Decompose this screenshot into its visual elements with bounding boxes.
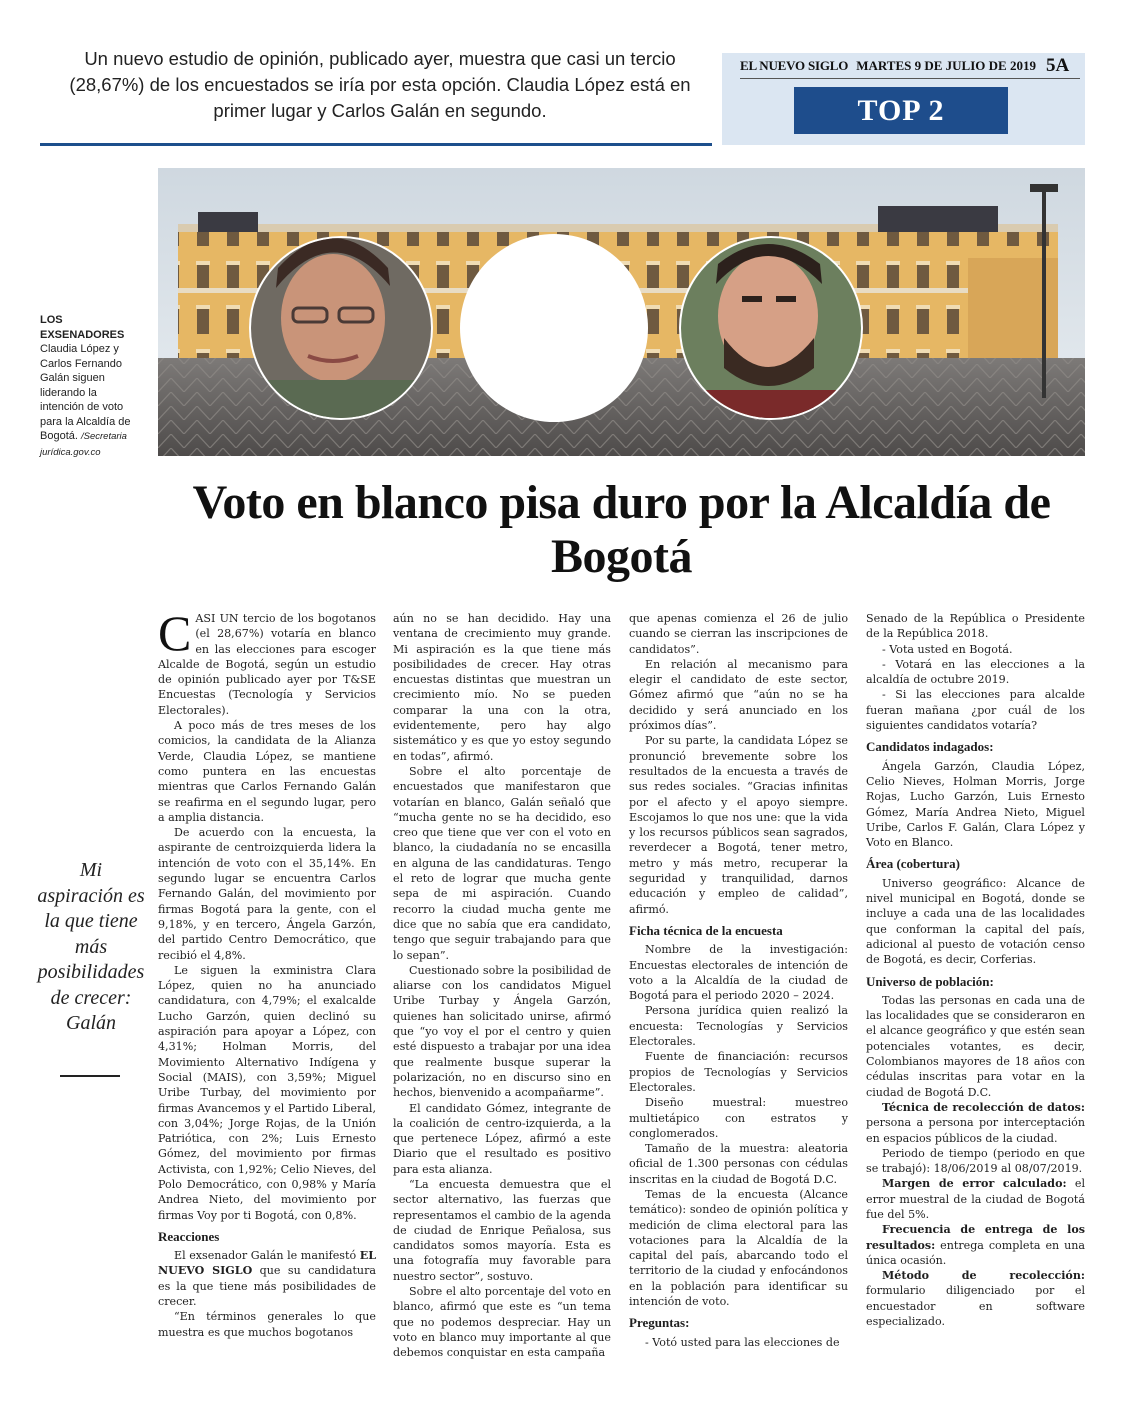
- paragraph: Sobre el alto porcentaje de encuestados que manifestaron que votarían en blanco, Galán señaló que “mucha gente no se ha decidido, eso creo que tiene que ver con el voto en blanco, la ciudadanía no se encasilla en alguna de las candidaturas. Tengo el reto de lograr que mucha gente sepa de mi aspiración. Cuando recorro la ciudad mucha gente me dice que no sabía que era candidato, tengo que seguir trabajando para que lo sepan”.: [393, 764, 611, 962]
- paragraph: A poco más de tres meses de los comicios, la candidata de la Alianza Verde, Claudia López, se mantiene como puntera en las encuestas mientras que Carlos Fernando Galán se reafirma en el segundo lugar, pero a amplia distancia.: [158, 719, 376, 824]
- paragraph: Todas las personas en cada una de las localidades que se consideraron en el alcance geográfico y que estén sean potenciales votantes, es decir, Colombianos mayores de 18 años con cédulas inscritas para votar en la ciudad de Bogotá D.C.: [866, 993, 1085, 1099]
- paragraph: aún no se han decidido. Hay una ventana de crecimiento muy grande. Mi aspiración es la que tiene más posibilidades de crecer. Hay otras encuestas distintas que muestran un crecimiento mío. No se pueden comparar la una con la otra, evidentemente, pero hay algo sistemático y es que yo estoy segundo en todas”, afirmó.: [393, 612, 611, 763]
- paragraph: Por su parte, la candidata López se pronunció brevemente sobre los resultados de la encuesta a través de sus redes sociales. “Gracias infinitas por el afecto y el apoyo siempre. Escojamos lo que nos une: que la vida y los recursos públicos sean sagrados, reverdecer a Bogotá, tener metro, metro y más metro, recuperar la seguridad y tranquilidad, darnos educación y empleo de calidad”, afirmó.: [629, 734, 848, 916]
- paragraph: [866, 1176, 1085, 1222]
- paragraph: Senado de la República o Presidente de la República 2018.: [866, 612, 1085, 641]
- article-column-4: [866, 611, 1085, 1329]
- field-text: el error muestral de la ciudad de Bogotá fue del 5%.: [866, 1177, 1085, 1221]
- subheading-universo-poblacion: Universo de población:: [866, 973, 994, 989]
- text-run: El exsenador Galán le manifestó: [174, 1249, 360, 1263]
- header-rule: [740, 78, 1080, 79]
- paragraph: [866, 1222, 1085, 1268]
- lead-paragraph: [158, 605, 376, 718]
- field-label: Técnica de recolección de datos:: [882, 1100, 1085, 1114]
- paragraph: Ángela Garzón, Claudia López, Celio Nieves, Holman Morris, Jorge Rojas, Lucho Garzón, Luis Ernesto Gómez, María Andrea Nieto, Miguel Uribe, Carlos F. Galán, Clara López y Voto en Blanco.: [866, 759, 1085, 850]
- field-label: Método de recolección:: [882, 1269, 1085, 1283]
- photo-credit: /Secretaria jurídica.gov.co: [40, 431, 127, 458]
- caption-text: Claudia López y Carlos Fernando Galán siguen liderando la intención de voto para la Alcaldía de Bogotá.: [40, 343, 131, 442]
- paragraph: Universo geográfico: Alcance de nivel municipal en Bogotá, donde se incluye a cada una de las localidades que conforman la capital del país, adicional al puesto de votación censo de Bogotá, es decir, Corferias.: [866, 876, 1085, 967]
- deck-text: Un nuevo estudio de opinión, publicado ayer, muestra que casi un tercio (28,67%) de los encuestados se iría por esta opción. Claudia López está en primer lugar y Carlos Galán en segundo.: [69, 48, 691, 121]
- pull-quote: Mi aspiración es la que tiene más posibilidades de crecer: Galán: [37, 859, 145, 1034]
- article-column-2: [393, 611, 611, 1361]
- deck-rule: [40, 143, 712, 146]
- subheading-candidatos: Candidatos indagados:: [866, 739, 994, 755]
- paragraph: En relación al mecanismo para elegir el candidato de este sector, Gómez afirmó que “aún no se ha decidido y será anunciado en los próximos días”.: [629, 657, 848, 733]
- paragraph: Tamaño de la muestra: aleatoria oficial de 1.300 personas con cédulas inscritas en la ciudad de Bogotá D.C.: [629, 1142, 848, 1186]
- paragraph: Periodo de tiempo (periodo en que se trabajó): 18/06/2019 al 08/07/2019.: [866, 1146, 1085, 1176]
- field-label: Margen de error calculado:: [882, 1177, 1067, 1191]
- paragraph: [866, 1268, 1085, 1329]
- subheading-area: Área (cobertura): [866, 856, 960, 872]
- pull-quote-rule: [60, 1075, 120, 1077]
- field-text: persona a persona por interceptación en espacios públicos de la ciudad.: [866, 1116, 1085, 1145]
- paragraph: Temas de la encuesta (Alcance temático): sondeo de opinión política y medición de clima electoral para las votaciones para la Alcaldía de la capital del país, abarcando todo el territorio de la ciudad y enfocándonos en la población para identificar su intención de voto.: [629, 1187, 848, 1309]
- paragraph: - Si las elecciones para alcalde fueran mañana ¿por cuál de los siguientes candidatos votaría?: [866, 688, 1085, 733]
- lead-photo: [158, 168, 1085, 456]
- paragraph: [866, 1100, 1085, 1146]
- paragraph: Le siguen la exministra Clara López, quien no ha anunciado candidatura, con 4,79%; el exalcalde Lucho Garzón, quien declinó su aspiración para apoyar a López, con 4,31%; Holman Morris, del Movimiento Alternativo Indígena y Social (MAIS), con 3,59%; Miguel Uribe Turbay, del movimiento por firmas Avancemos y el Partido Liberal, con 3,04%; Jorge Rojas, de la Unión Patriótica, con 2%; Luis Ernesto Gómez, del movimiento por firmas Activista, con 1,92%; Celio Nieves, del Polo Democrático, con 0,98% y María Andrea Nieto, del movimiento por firmas Voy por ti Bogotá, con 0,8%.: [158, 963, 376, 1222]
- paragraph: - Vota usted en Bogotá.: [882, 642, 1013, 656]
- field-text: formulario diligenciado por el encuestador en software especializado.: [866, 1284, 1085, 1329]
- article-column-3: [629, 611, 848, 1350]
- lead-text: ASI UN tercio de los bogotanos (el 28,67%) votaría en blanco en las elecciones para escoger Alcalde de Bogotá, según un estudio de opinión publicado ayer por T&SE Encuestas (Tecnología y Servicios Electorales).: [158, 612, 376, 717]
- paragraph: De acuerdo con la encuesta, la aspirante de centroizquierda lidera la intención de voto con el 35,14%. En segundo lugar se encuentra Carlos Fernando Galán, del movimiento por firmas Bogotá para la gente, con el 9,18%, y en tercero, Ángela Garzón, del partido Centro Democrático, que recibió el 4,8%.: [158, 826, 376, 962]
- paragraph: Cuestionado sobre la posibilidad de aliarse con los candidatos Miguel Uribe Turbay y Ángela Garzón, quienes han solicitado unirse, afirmó que “yo voy el por el centro y quien esté dispuesto a trabajar por una idea que realmente busque superar la polarización, no en discurso sino en hechos, bienvenido a acompañarme”.: [393, 963, 611, 1100]
- section-tag: TOP 2: [794, 87, 1008, 134]
- paragraph: - Votará en las elecciones a la alcaldía de octubre 2019.: [866, 657, 1085, 687]
- paragraph: Sobre el alto porcentaje del voto en blanco, afirmó que este es “un tema que no podemos despreciar. Hay un voto en blanco muy importante al que debemos conquistar en esta campaña: [393, 1285, 611, 1360]
- caption-heading: LOS EXSENADORES: [40, 314, 125, 341]
- field-text: entrega completa en una única ocasión.: [866, 1238, 1085, 1267]
- page-number: 5A: [1045, 55, 1070, 76]
- issue-date: MARTES 9 DE JULIO DE 2019: [856, 58, 1036, 73]
- paragraph: Persona jurídica quien realizó la encuesta: Tecnologías y Servicios Electorales.: [629, 1004, 848, 1049]
- paragraph: que apenas comienza el 26 de julio cuando se cierran las inscripciones de candidatos”.: [629, 612, 848, 656]
- drop-cap: C: [158, 605, 192, 661]
- paragraph: Nombre de la investigación: Encuestas electorales de intención de voto a la Alcaldía de la ciudad de Bogotá para el periodo 2020 – 2024.: [629, 943, 848, 1003]
- subheading-reacciones: Reacciones: [158, 1228, 220, 1244]
- paragraph: “La encuesta demuestra que el sector alternativo, las fuerzas que representamos el cambio de la agenda de ciudad de Enrique Peñalosa, sus candidatos somos mayoría. Esta es una fotografía muy favorable para nuestro sector”, sostuvo.: [393, 1177, 611, 1283]
- article-column-1: [158, 605, 376, 1340]
- header-line: [740, 54, 1080, 78]
- paragraph: Fuente de financiación: recursos propios de Tecnologías y Servicios Electorales.: [629, 1050, 848, 1094]
- newspaper-mention: EL NUEVO SIGLO: [158, 1249, 376, 1278]
- paragraph: El candidato Gómez, integrante de la coalición de centro-izquierda, a la que pertenece López, afirmó a este Diario que el resultado es positivo para esta alianza.: [393, 1101, 611, 1176]
- field-label: Frecuencia de entrega de los resultados:: [866, 1223, 1085, 1252]
- paragraph: Diseño muestral: muestreo multietápico con estratos y conglomerados.: [629, 1096, 848, 1140]
- subheading-preguntas: Preguntas:: [629, 1315, 690, 1331]
- paragraph: - Votó usted para las elecciones de: [645, 1335, 840, 1349]
- newspaper-name: EL NUEVO SIGLO: [740, 58, 849, 73]
- paragraph: “En términos generales lo que muestra es que muchos bogotanos: [158, 1310, 376, 1339]
- subheading-ficha-tecnica: Ficha técnica de la encuesta: [629, 922, 783, 938]
- photo-caption: [40, 313, 140, 460]
- paragraph: [158, 1248, 376, 1309]
- text-run: que su candidatura es la que tiene más posibilidades de crecer.: [158, 1264, 376, 1309]
- headline: Voto en blanco pisa duro por la Alcaldía de Bogotá: [192, 476, 1051, 583]
